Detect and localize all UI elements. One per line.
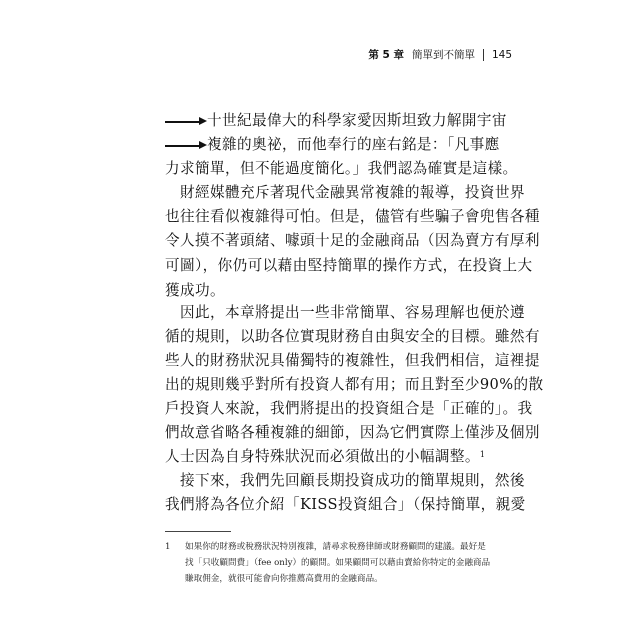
- chapter-title: 簡單到不簡單: [411, 49, 475, 61]
- p2-line4: 可圖），你仍可以藉由堅持簡單的操作方式，在投資上大: [165, 257, 533, 274]
- p3-line4: 出的規則幾乎對所有投資人都有用；而且對至少90%的散: [165, 376, 544, 393]
- footnote-number: 1: [165, 542, 171, 552]
- drop-dash-icon: [165, 116, 207, 126]
- p3-line1: 因此，本章將提出一些非常簡單、容易理解也便於遵: [180, 304, 525, 321]
- p1-line2: 複雜的奧祕，而他奉行的座右銘是：「凡事應: [165, 135, 487, 155]
- p1-line3: 力求簡單，但不能過度簡化。」我們認為確實是這樣。: [165, 160, 518, 177]
- p3-line3: 些人的財務狀況具備獨特的複雜性，但我們相信，這裡提: [165, 352, 540, 369]
- footnote-line3: 賺取佣金，就很可能會向你推薦高費用的金融商品。: [185, 574, 383, 584]
- p2-line1: 財經媒體充斥著現代金融異常複雜的報導，投資世界: [180, 184, 525, 201]
- footnote-line2: 找「只收顧問費」（fee only）的顧問。如果顧問可以藉由賣給你特定的金融商品: [185, 558, 491, 568]
- p4-line2: 我們將為各位介紹「KISS投資組合」（保持簡單，親愛: [165, 496, 526, 513]
- header-divider: [483, 49, 484, 61]
- running-header: [368, 47, 512, 62]
- page-number: 145: [491, 48, 512, 61]
- footnote-line1: 1 如果你的財務或稅務狀況特別複雜，請尋求稅務律師或財務顧問的建議。最好是: [165, 542, 486, 552]
- p3-line6: 們故意省略各種複雜的細節，因為它們實際上僅涉及個別: [165, 424, 540, 441]
- footnote-divider: [165, 531, 231, 532]
- p2-line5: 獲成功。: [165, 282, 225, 299]
- p1-line1: 十世紀最偉大的科學家愛因斯坦致力解開宇宙: [165, 111, 487, 131]
- drop-dash-icon: [165, 140, 207, 150]
- p3-line7: 人士因為自身特殊狀況而必須做出的小幅調整。$^1$: [165, 448, 486, 465]
- footnote-ref: 1: [479, 450, 486, 459]
- p2-line3: 令人摸不著頭緒、噱頭十足的金融商品（因為賣方有厚利: [165, 232, 540, 249]
- p2-line2: 也往往看似複雜得可怕。但是，儘管有些騙子會兜售各種: [165, 208, 540, 225]
- chapter-label: 第 5 章: [368, 49, 404, 61]
- p3-line5: 戶投資人來說，我們將提出的投資組合是「正確的」。我: [165, 400, 533, 417]
- p4-line1: 接下來，我們先回顧長期投資成功的簡單規則，然後: [180, 472, 525, 489]
- p3-line2: 循的規則，以助各位實現財務自由與安全的目標。雖然有: [165, 328, 540, 345]
